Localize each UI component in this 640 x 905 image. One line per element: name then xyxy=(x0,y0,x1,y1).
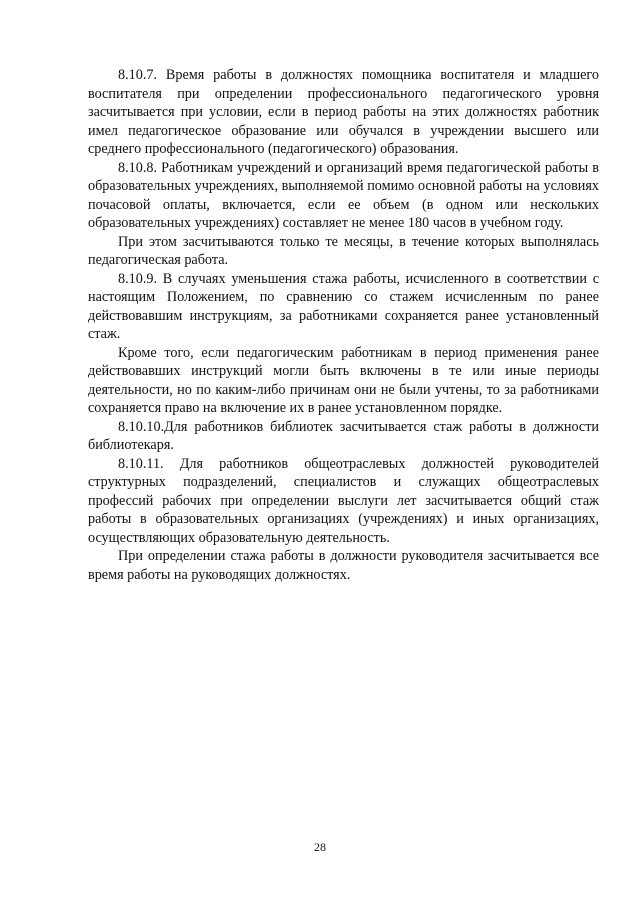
paragraph-8-10-7: 8.10.7. Время работы в должностях помощника воспитателя и младшего воспитателя при определении профессионального педагогического уровня засчитывается при условии, если в период работы на этих должностях работник имел педагогическое образование или обучался в учреждении высшего или среднего профессионального (педагогического) образования. xyxy=(88,67,599,157)
paragraph-months-note: При этом засчитываются только те месяцы, в течение которых выполнялась педагогическая работа. xyxy=(88,233,599,268)
paragraph-8-10-8: 8.10.8. Работникам учреждений и организаций время педагогической работы в образовательных учреждениях, выполняемой помимо основной работы на условиях почасовой оплаты, включается, если ее объем (в одном или нескольких образовательных учреждениях) составляет не менее 180 часов в учебном году. xyxy=(88,159,599,231)
page-number: 28 xyxy=(314,840,326,854)
paragraph-manager-experience: При определении стажа работы в должности руководителя засчитывается все время работы на руководящих должностях. xyxy=(88,548,599,583)
paragraph-previous-periods: Кроме того, если педагогическим работникам в период применения ранее действовавших инструкций могли быть включены в те или иные периоды деятельности, но по каким-либо причинам они не были учтены, то за работниками сохраняется право на включение их в ранее установленном порядке. xyxy=(88,344,599,416)
paragraph-8-10-11: 8.10.11. Для работников общеотраслевых должностей руководителей структурных подразделений, специалистов и служащих общеотраслевых профессий рабочих при определении выслуги лет засчитывается общий стаж работы в образовательных организациях (учреждениях) и иных организациях, осуществляющих образовательную деятельность. xyxy=(88,455,599,546)
paragraph-8-10-10: 8.10.10.Для работников библиотек засчитывается стаж работы в должности библиотекаря. xyxy=(88,418,599,453)
paragraph-8-10-9: 8.10.9. В случаях уменьшения стажа работы, исчисленного в соответствии с настоящим Положением, по сравнению со стажем исчисленным по ранее действовавшим инструкциям, за работниками сохраняется ранее установленный стаж. xyxy=(88,270,599,342)
document-body xyxy=(88,66,599,584)
